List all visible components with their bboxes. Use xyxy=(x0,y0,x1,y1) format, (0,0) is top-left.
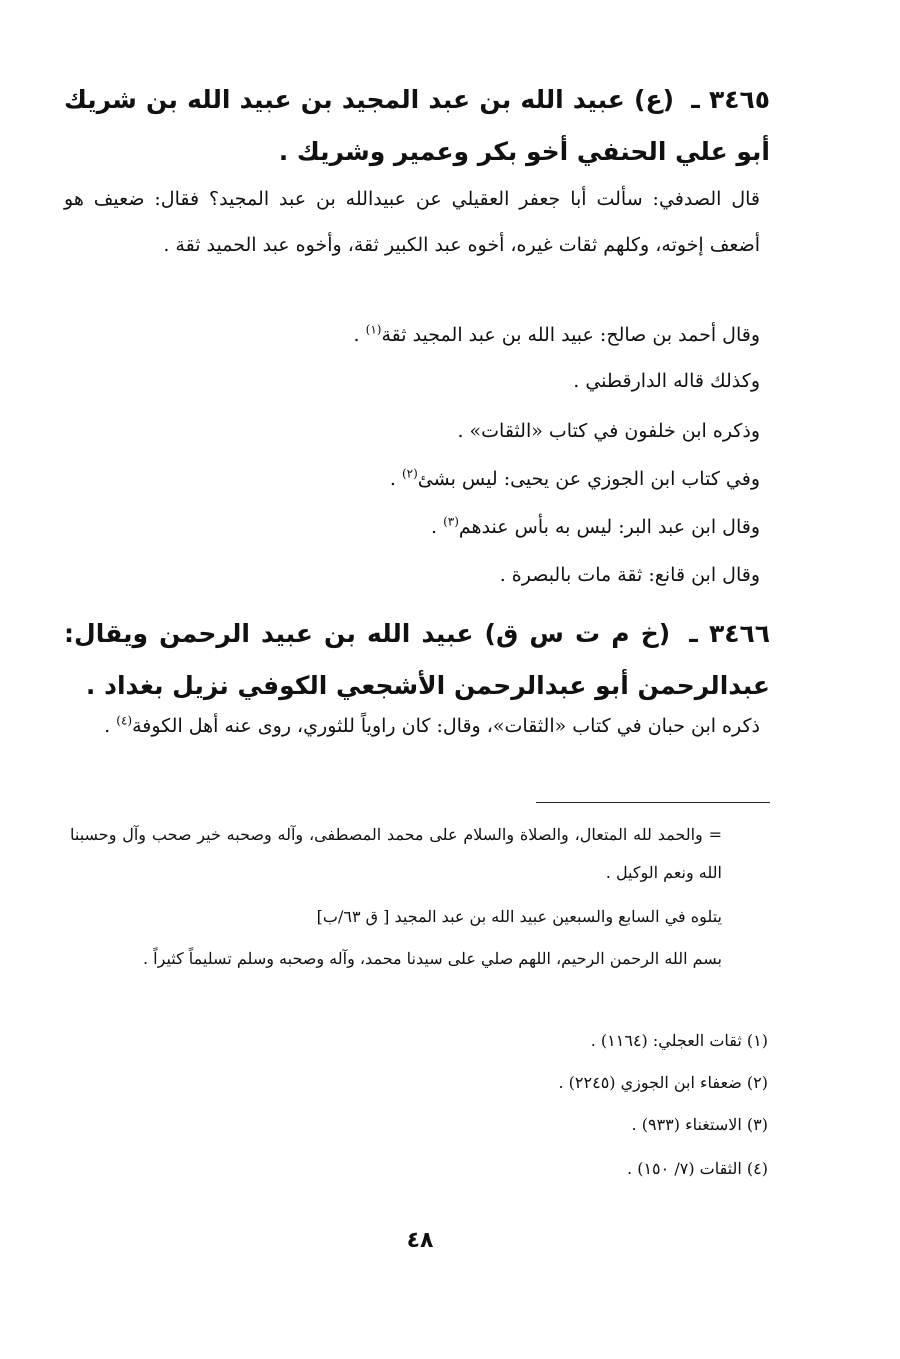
footnote-marker: (٢) xyxy=(401,466,418,481)
entry-heading-3465 xyxy=(64,74,770,178)
line-qani: وقال ابن قانع: ثقة مات بالبصرة . xyxy=(499,564,760,586)
footnote-marker: (٤) xyxy=(116,713,133,728)
footnote-3: (٣) الاستغناء (٩٣٣) . xyxy=(631,1115,768,1134)
line-abdulbarr: وقال ابن عبد البر: ليس به بأس عندهم$^{(٣)}$ . xyxy=(430,514,760,538)
footnote-1: (١) ثقات العجلي: (١١٦٤) . xyxy=(590,1031,768,1050)
entry-number: ٣٤٦٥ ـ xyxy=(691,85,770,114)
footnote-4: (٤) الثقات (٧/ ١٥٠) . xyxy=(627,1159,768,1178)
line-jawzi: وفي كتاب ابن الجوزي عن يحيى: ليس بشئ$^{(٢)}$ . xyxy=(389,466,760,490)
footnote-marker: (٣) xyxy=(443,514,459,529)
footnote-next-line: يتلوه في السابع والسبعين عبيد الله بن عبد المجيد [ ق ٦٣/ب] xyxy=(316,907,722,926)
entry-heading-text: (ع) عبيد الله بن عبد المجيد بن عبيد الله بن شريك أبو علي الحنفي أخو بكر وعمير وشريك . xyxy=(64,85,770,166)
entry-number: ٣٤٦٦ ـ xyxy=(689,619,771,648)
line-khalfun: وذكره ابن خلفون في كتاب «الثقات» . xyxy=(457,420,760,442)
footnote-2: (٢) ضعفاء ابن الجوزي (٢٢٤٥) . xyxy=(558,1073,768,1092)
line-daraqutni: وكذلك قاله الدارقطني . xyxy=(573,370,760,392)
footnote-marker: (١) xyxy=(365,322,382,337)
page-number: ٤٨ xyxy=(406,1228,434,1253)
footnote-basmala: بسم الله الرحمن الرحيم، اللهم صلي على سيدنا محمد، وآله وصحبه وسلم تسليماً كثيراً . xyxy=(143,949,722,968)
entry-heading-3466 xyxy=(64,608,770,712)
footnote-continuation: = والحمد لله المتعال، والصلاة والسلام على محمد المصطفى، وآله وصحبه خير صحب وآل وحسبنا الله ونعم الوكيل . xyxy=(70,825,722,882)
entry-heading-text: (خ م ت س ق) عبيد الله بن عبيد الرحمن ويقال: عبدالرحمن أبو عبدالرحمن الأشجعي الكوفي نزيل بغداد . xyxy=(64,619,770,700)
footnote-separator xyxy=(536,802,770,803)
paragraph-ibn-hibban: ذكره ابن حبان في كتاب «الثقات»، وقال: كان راوياً للثوري، روى عنه أهل الكوفة$^{(٤)}$ . xyxy=(104,713,760,737)
line-ahmad: وقال أحمد بن صالح: عبيد الله بن عبد المجيد ثقة$^{(١)}$ . xyxy=(353,322,760,346)
paragraph-sadafi: قال الصدفي: سألت أبا جعفر العقيلي عن عبيدالله بن عبد المجيد؟ فقال: ضعيف هو أضعف إخوته، وكلهم ثقات غيره، أخوه عبد الكبير ثقة، وأخوه عبد الحميد ثقة . xyxy=(64,188,760,256)
